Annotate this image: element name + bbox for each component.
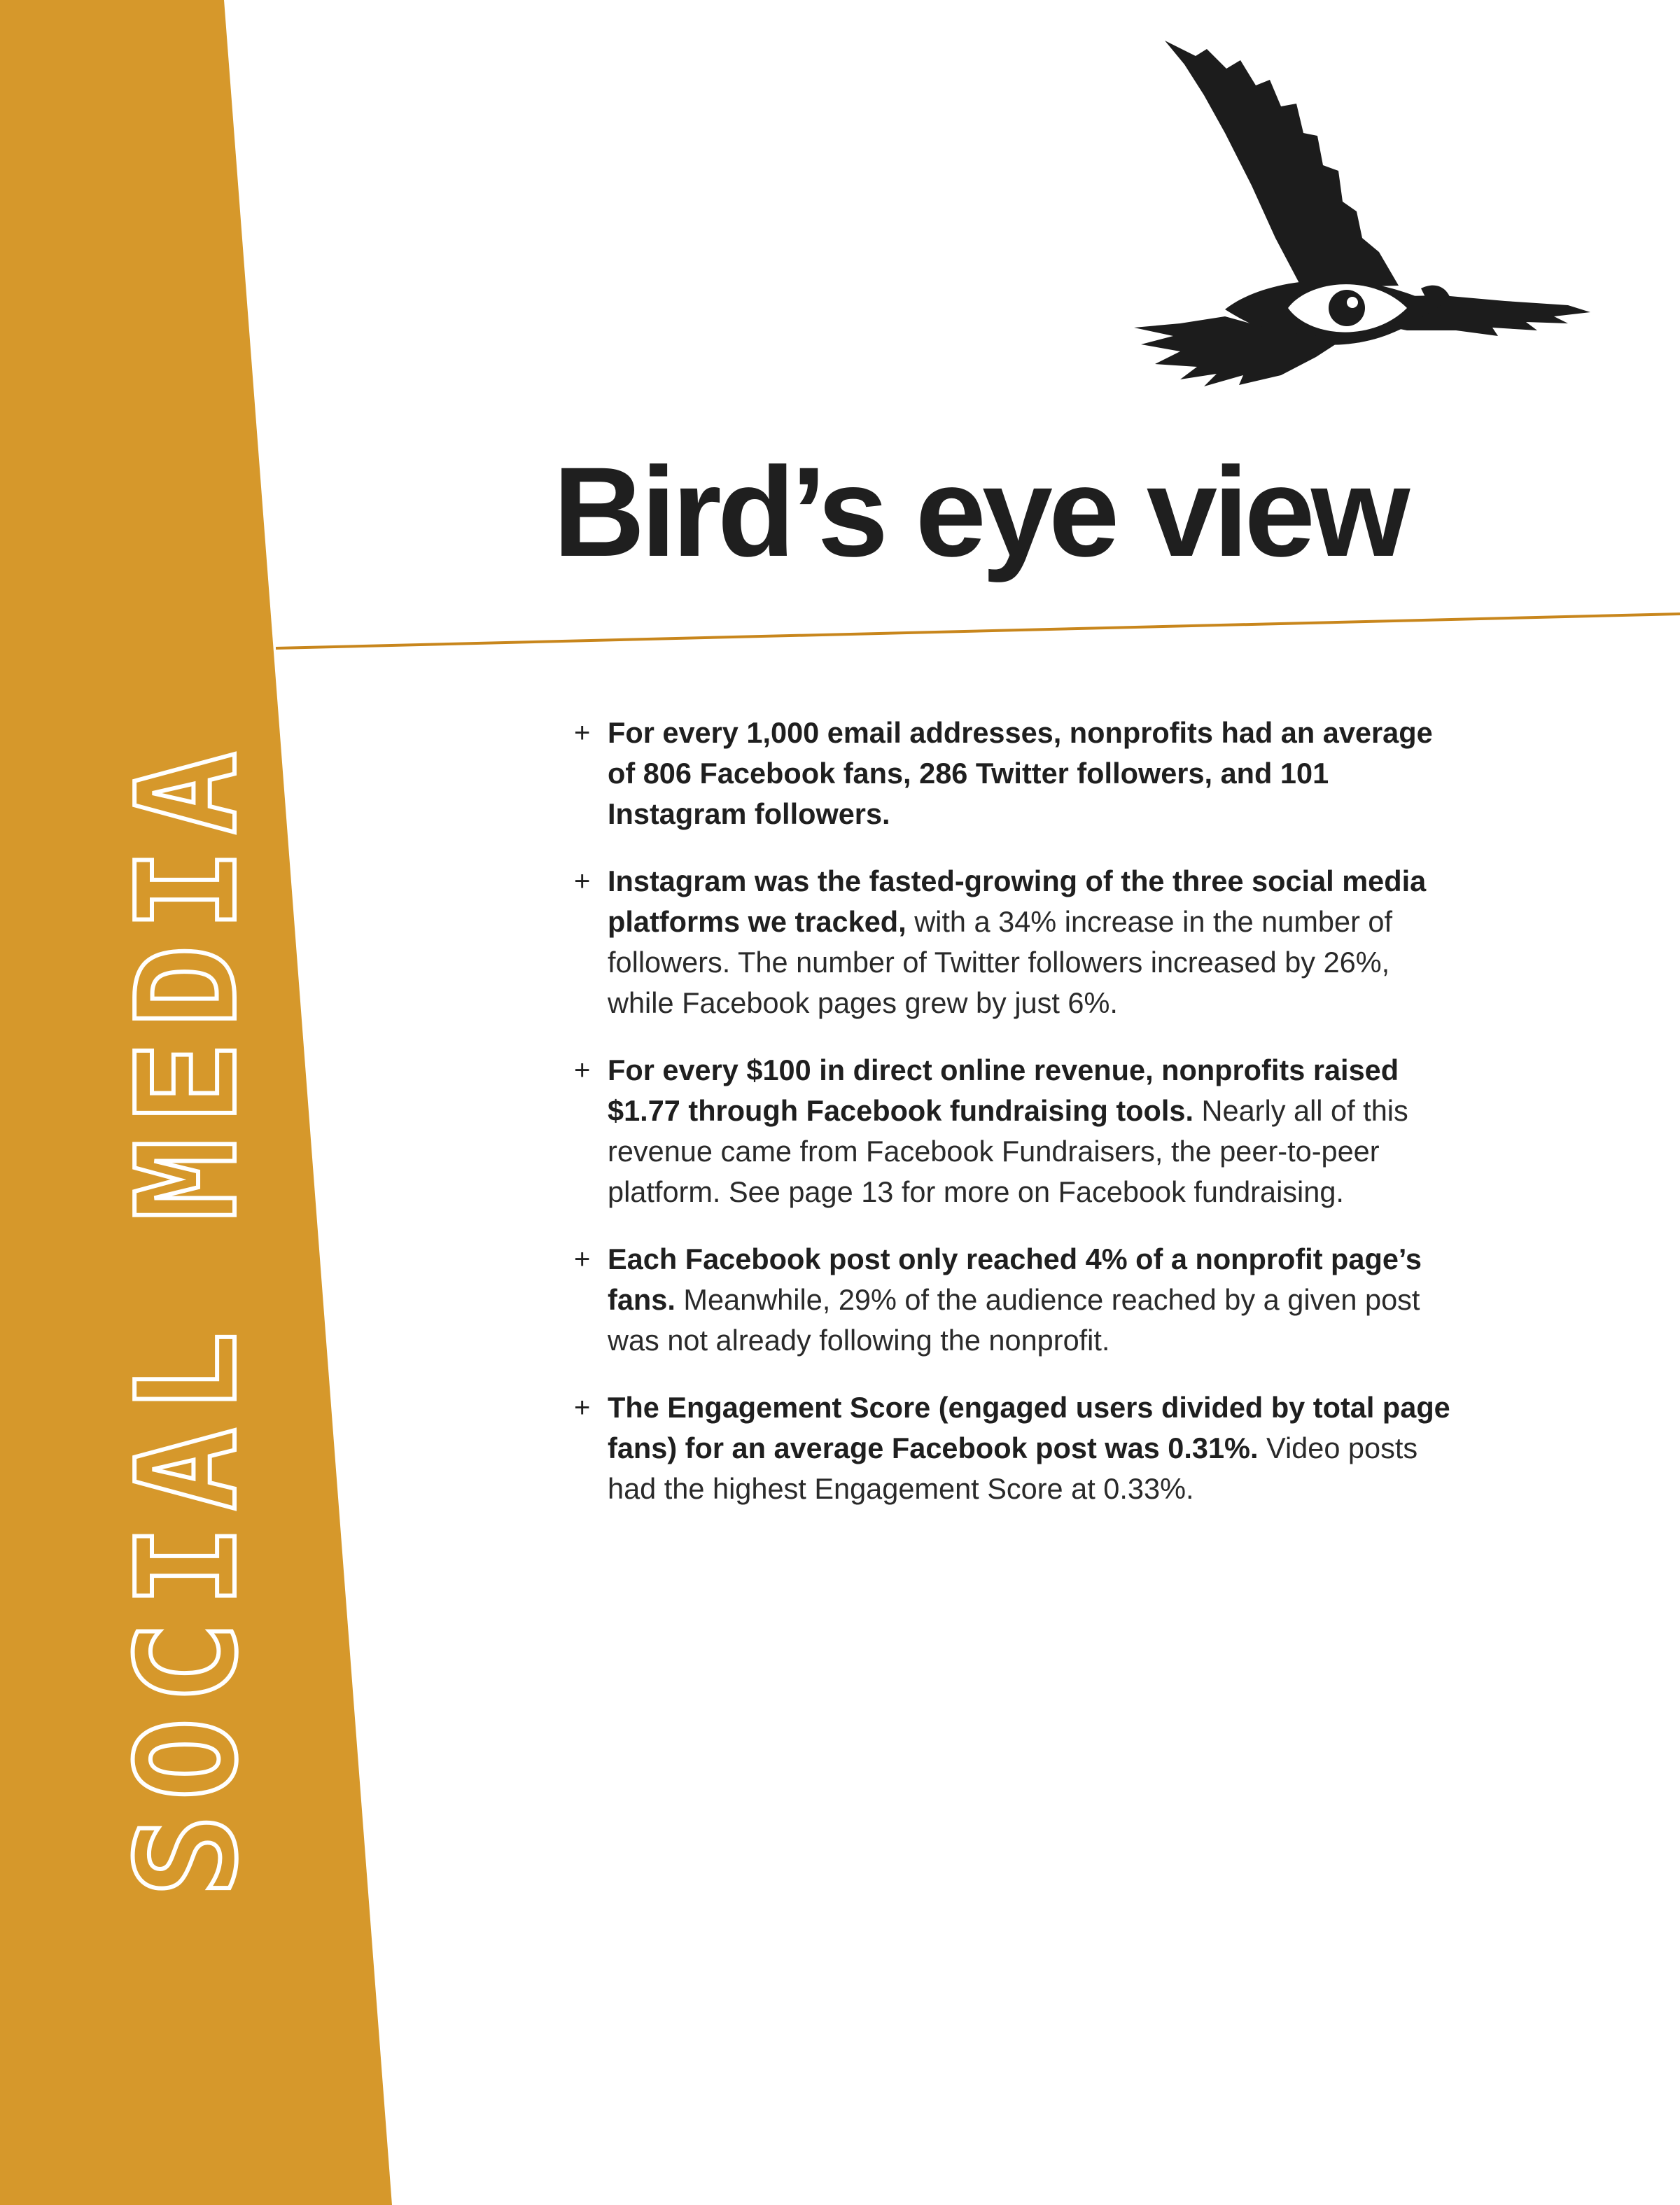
bullet-lead: For every 1,000 email addresses, nonprofits had an average of 806 Facebook fans, 286 Twitter followers, and 101 Instagram followers. — [608, 716, 1433, 830]
plus-icon: + — [574, 1055, 591, 1086]
list-item — [574, 1387, 1456, 1509]
list-item — [574, 1239, 1456, 1361]
key-findings-list — [574, 713, 1456, 1536]
plus-icon: + — [574, 1392, 591, 1423]
bullet-detail: Video posts had the highest Engagement Score at 0.33%. — [608, 1432, 1418, 1505]
bullet-lead: The Engagement Score (engaged users divided by total page fans) for an average Facebook post was 0.31%. — [608, 1391, 1450, 1464]
bullet-detail: with a 34% increase in the number of followers. The number of Twitter followers increased by 26%, while Facebook pages grew by just 6%. — [608, 905, 1393, 1019]
bullet-detail: Nearly all of this revenue came from Facebook Fundraisers, the peer-to-peer platform. See page 13 for more on Facebook fundraising. — [608, 1094, 1408, 1208]
plus-icon: + — [574, 718, 591, 748]
page-title: Bird’s eye view — [553, 440, 1406, 583]
plus-icon: + — [574, 866, 591, 897]
plus-icon: + — [574, 1244, 591, 1275]
bullet-lead: Each Facebook post only reached 4% of a nonprofit page’s fans. — [608, 1242, 1422, 1316]
list-item — [574, 713, 1456, 834]
list-item — [574, 1050, 1456, 1212]
section-divider — [276, 614, 1680, 648]
list-item — [574, 861, 1456, 1023]
bullet-lead: For every $100 in direct online revenue, nonprofits raised $1.77 through Facebook fundraising tools. — [608, 1054, 1399, 1127]
bird-with-eye-icon — [1015, 28, 1603, 420]
bullet-detail: Meanwhile, 29% of the audience reached by a given post was not already following the nonprofit. — [608, 1283, 1420, 1357]
bullet-lead: Instagram was the fasted-growing of the three social media platforms we tracked, — [608, 864, 1427, 938]
